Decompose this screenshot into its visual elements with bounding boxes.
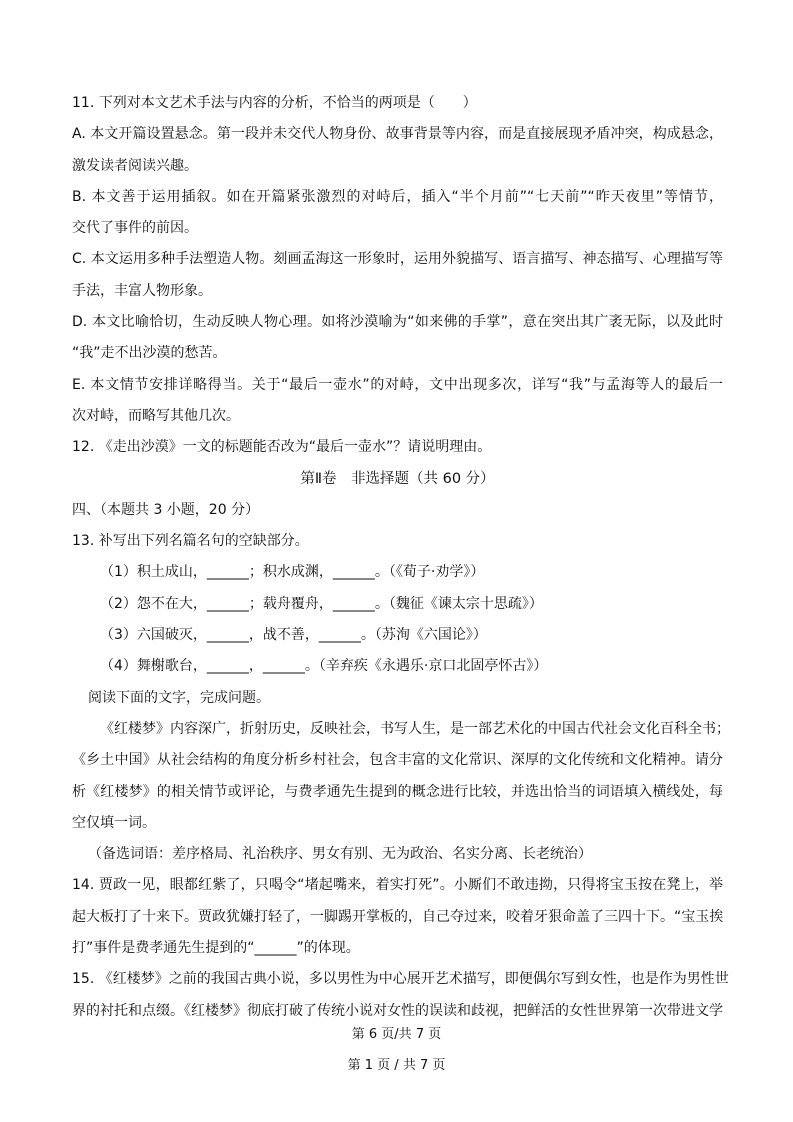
q13-item: （4）舞榭歌台，______，______。（辛弃疾《永遇乐·京口北固亭怀古》） (100, 658, 548, 675)
q12-text: 12. 《走出沙漠》一文的标题能否改为“最后一壶水”？请说明理由。 (72, 439, 492, 456)
q14-line: 起大板打了十来下。贾政犹嫌打轻了，一脚踢开掌板的，自己夺过来，咬着牙狠命盖了三四十下。“宝玉挨 (72, 908, 724, 925)
passage-line: 《乡土中国》从社会结构的角度分析乡村社会，包含丰富的文化常识、深厚的文化传统和文化精神。请分 (72, 752, 723, 769)
q11-option-a-cont: 激发读者阅读兴趣。 (72, 157, 198, 174)
passage-line: 《红楼梦》内容深广，折射历史，反映社会，书写人生，是一部艺术化的中国古代社会文化百科全书； (100, 720, 730, 737)
page-number: 第 1 页 / 共 7 页 (347, 1058, 446, 1073)
q11-option-b: B. 本文善于运用插叙。如在开篇紧张激烈的对峙后，插入“半个月前”“七天前”“昨天夜里”等情节， (72, 188, 723, 205)
word-options: （备选词语：差序格局、礼治秩序、男女有别、无为政治、名实分离、长老统治） (88, 846, 592, 863)
q11-option-c-cont: 手法，丰富人物形象。 (72, 282, 212, 299)
reading-instruction: 阅读下面的文字，完成问题。 (88, 689, 270, 706)
q13-stem: 13. 补写出下列名篇名句的空缺部分。 (72, 533, 309, 550)
passage-line: 析《红楼梦》的相关情节或评论，与费孝通先生提到的概念进行比较，并选出恰当的词语填入横线处，每 (72, 783, 723, 800)
q13-item: （2）怨不在大，______；载舟覆舟，______。（魏征《谏太宗十思疏》） (100, 595, 543, 612)
q15-line: 15. 《红楼梦》之前的我国古典小说，多以男性为中心展开艺术描写，即便偶尔写到女性，也是作为男性世 (72, 971, 729, 988)
q11-option-d: D. 本文比喻恰切，生动反映人物心理。如将沙漠喻为“如来佛的手掌”，意在突出其广袤无际，以及此时 (72, 314, 723, 331)
q14-line: 打”事件是费孝通先生提到的“______”的体现。 (72, 940, 360, 957)
q15-line: 界的衬托和点缀。《红楼梦》彻底打破了传统小说对女性的误读和歧视，把鲜活的女性世界第一次带进文学 (72, 1002, 723, 1019)
q11-stem: 11. 下列对本文艺术手法与内容的分析，不恰当的两项是（ ） (72, 95, 477, 111)
q11-option-a: A. 本文开篇设置悬念。第一段并未交代人物身份、故事背景等内容，而是直接展现矛盾冲突，构成悬念， (72, 126, 723, 143)
q14-line: 14. 贾政一见，眼都红紫了，只喝令“堵起嘴来，着实打死”。小厮们不敢违拗，只得将宝玉按在凳上，举 (72, 877, 723, 894)
q11-option-d-cont: “我”走不出沙漠的愁苦。 (72, 345, 227, 362)
q11-option-b-cont: 交代了事件的前因。 (72, 220, 198, 237)
q11-option-e: E. 本文情节安排详略得当。关于“最后一壶水”的对峙，文中出现多次，详写“我”与孟海等人的最后一 (72, 376, 723, 393)
q11-option-c: C. 本文运用多种手法塑造人物。刻画孟海这一形象时，运用外貌描写、语言描写、神态描写、心理描写等 (72, 251, 723, 268)
document-body (72, 88, 730, 1027)
inner-page-number: 第 6 页/共 7 页 (351, 1027, 442, 1042)
q11-option-e-cont: 次对峙，而略写其他几次。 (72, 407, 240, 424)
q13-item: （1）积土成山，______；积水成渊，______。（《荀子·劝学》） (100, 564, 485, 581)
q13-item: （3）六国破灭，______，战不善，______。（苏洵《六国论》） (100, 627, 487, 644)
part4-heading: 四、（本题共 3 小题，20 分） (72, 501, 260, 518)
passage-line: 空仅填一词。 (72, 814, 156, 831)
section-title: 第Ⅱ卷 非选择题（共 60 分） (300, 470, 495, 487)
